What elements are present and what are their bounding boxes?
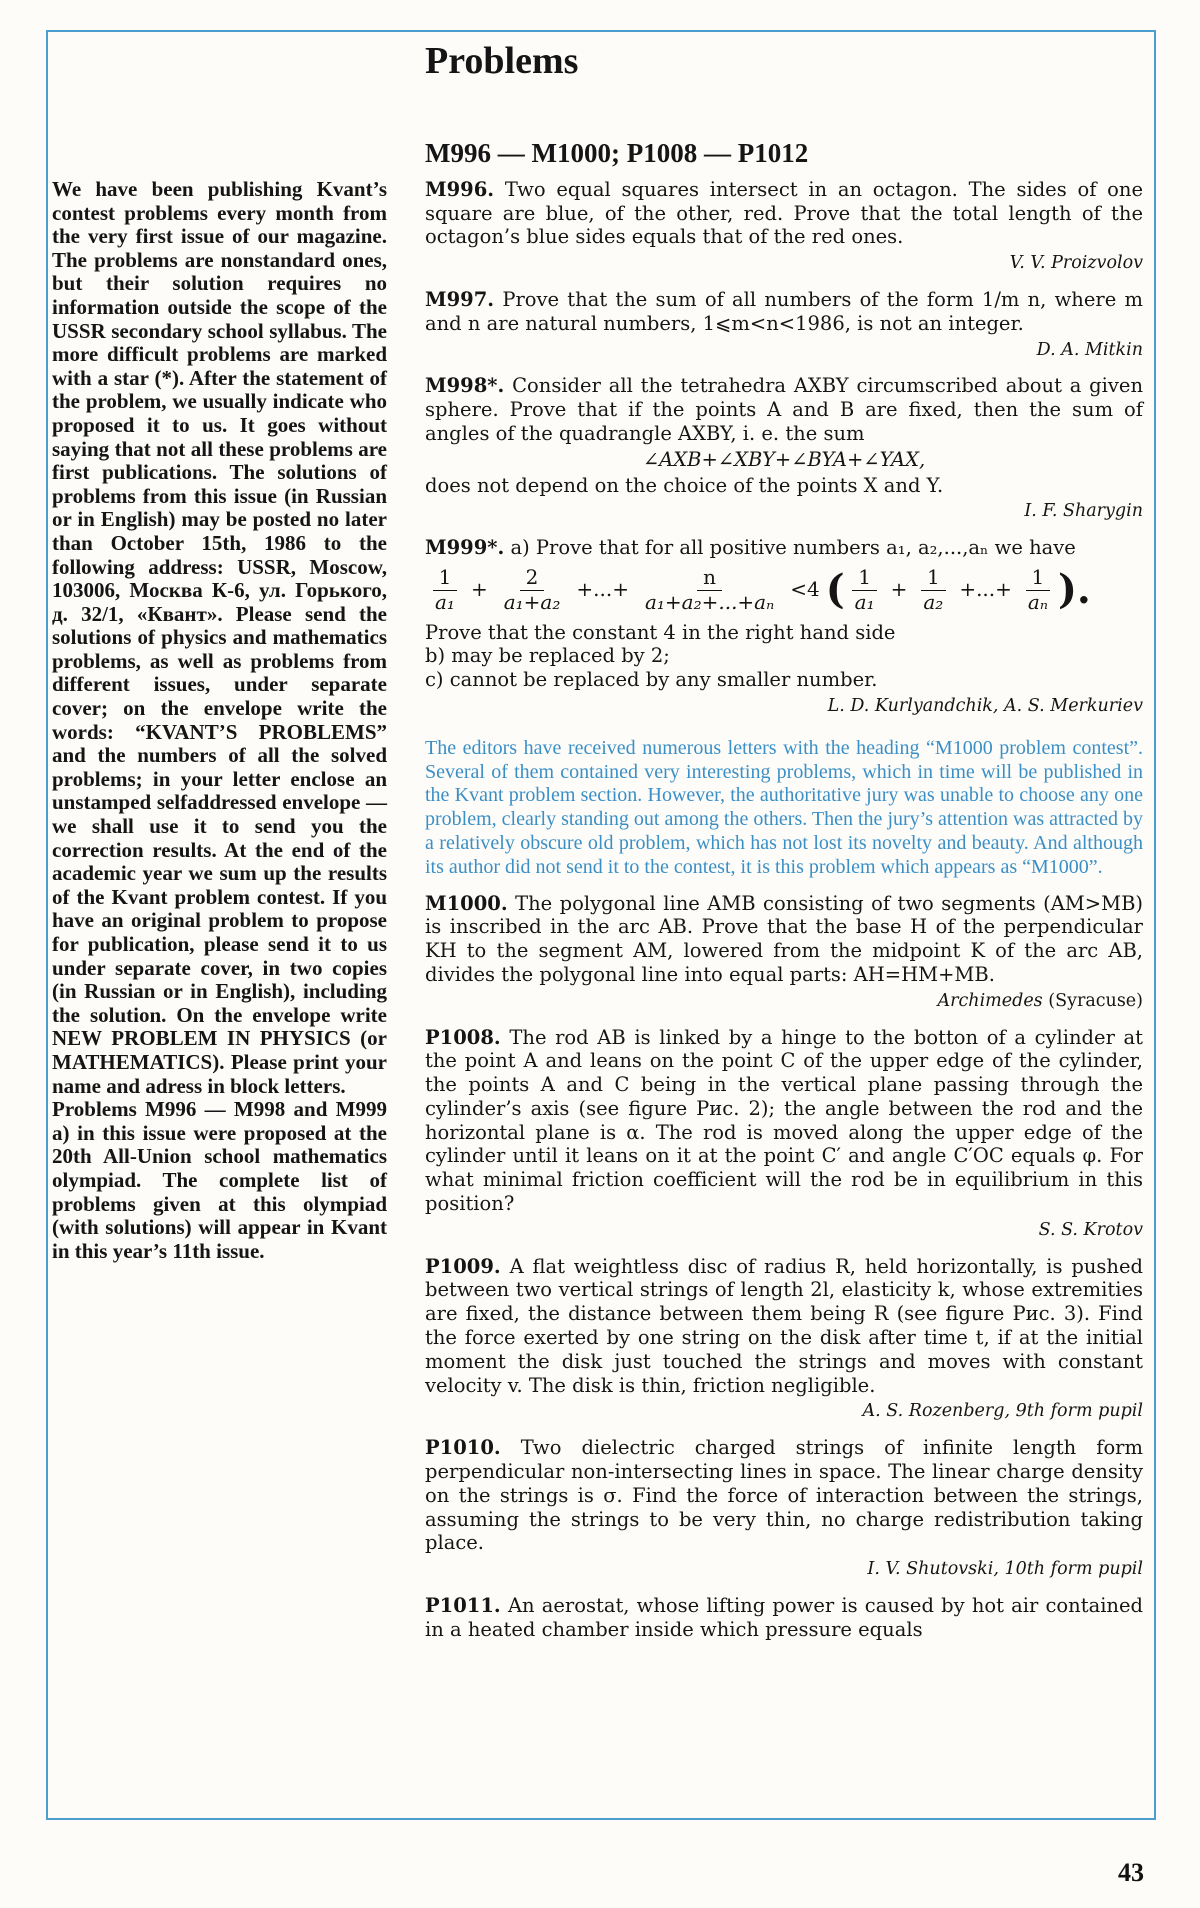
problem-m999 bbox=[425, 536, 1143, 719]
problem-id: P1010. bbox=[425, 1436, 501, 1460]
fraction: $\frac{n}{\text{a₁+a₂+...+aₙ}}$ bbox=[644, 564, 775, 614]
problem-m998 bbox=[425, 374, 1143, 524]
problem-m997 bbox=[425, 288, 1143, 362]
problem-id: M997. bbox=[425, 287, 495, 311]
problem-id: P1008. bbox=[425, 1025, 501, 1049]
fraction: $\frac{1}{\text{a₂}}$ bbox=[917, 566, 949, 615]
problem-m996 bbox=[425, 178, 1143, 276]
fraction: $\frac{1}{\text{a₁}}$ bbox=[849, 566, 881, 615]
fraction: $\frac{1}{\text{a₁}}$ bbox=[429, 566, 461, 615]
intro-text: We have been publishing Kvant’s contest problems every month from the very first issue of our magazine. The problems are nonstandard ones, but their solution requires no information outside the scope of the USSR secondary school syllabus. The more difficult problems are marked with a star (*). After the statement of the problem, we usually indicate who proposed it to us. It goes without saying that not all these problems are first publications. The solutions of problems from this issue (in Russian or in English) may be posted no later than October 15th, 1986 to the following address: USSR, Moscow, 103006, Москва К-6, ул. Горького, д. 32/1, «Квант». Please send the solutions of physics and mathematics problems, as well as problems from different issues, under separate cover; on the envelope write the words: “KVANT’S PROBLEMS” and the numbers of all the solved problems; in your letter enclose an unstamped selfaddressed envelope — we shall use it to send you the correction results. At the end of the academic year we sum up the results of the Kvant problem contest. If you have an original problem to propose for publication, please send it to us under separate cover, in two copies (in Russian or in English), including the solution. On the envelope write NEW PROBLEM IN PHYSICS (or MATHEMATICS). Please print your name and adress in block letters. bbox=[52, 177, 387, 1098]
problem-id: P1011. bbox=[425, 1594, 501, 1618]
problem-author: I. F. Sharygin bbox=[1024, 501, 1143, 522]
problem-p1011 bbox=[425, 1594, 1143, 1642]
problem-id: M998*. bbox=[425, 374, 505, 398]
editors-note: The editors have received numerous letters with the heading “M1000 problem contest”. Several of them contained very interesting problems, which in time will be published in the Kvant problem section. However, the authoritative jury was unable to choose any one problem, clearly standing out among the others. Then the jury’s attention was attracted by a relatively obscure old problem, which has not lost its novelty and beauty. And although its author did not send it to the contest, it is this problem which appears as “M1000”. bbox=[425, 736, 1143, 878]
problem-author: V. V. Proizvolov bbox=[1009, 253, 1143, 274]
problem-text-continued: Prove that the constant 4 in the right hand side bbox=[425, 620, 896, 644]
problem-id: P1009. bbox=[425, 1254, 501, 1278]
problem-p1008 bbox=[425, 1026, 1143, 1243]
fraction: $\frac{2}{\text{a₁+a₂}}$ bbox=[503, 564, 561, 614]
intro-closing: Problems M996 — M998 and M999 a) in this issue were proposed at the 20th All-Union school mathematics olympiad. The complete list of problems given at this olympiad (with solutions) will appear in Kvant in this year’s 11th issue. bbox=[52, 1097, 387, 1263]
problem-text: The rod AB is linked by a hinge to the botton of a cylinder at the point A and leans on the point C of the upper edge of the cylinder, the points A and C being in the vertical plane passing through the cylinder’s axis (see figure Рис. 2); the angle between the rod and the horizontal plane is α. The rod is moved along the upper edge of the cylinder until it leans on it at the point C′ and angle C′OC equals φ. For what minimal friction coefficient will the rod be in equilibrium in this position? bbox=[425, 1025, 1143, 1216]
problem-author: A. S. Rozenberg, 9th form pupil bbox=[862, 1401, 1143, 1422]
problem-id: M996. bbox=[425, 177, 495, 201]
problem-text: Two equal squares intersect in an octagon. The sides of one square are blue, of the other, red. Prove that the total length of the octagon’s blue sides equals that of the red ones. bbox=[425, 177, 1143, 249]
problem-text: Consider all the tetrahedra AXBY circumscribed about a given sphere. Prove that if the points A and B are fixed, then the sum of angles of the quadrangle AXBY, i. e. the sum bbox=[425, 374, 1144, 445]
problem-text: Two dielectric charged strings of infinite length form perpendicular non-intersecting lines in space. The linear charge density on the strings is σ. Find the force of interaction between the strings, assuming the strings to be very thin, no charge redistribution taking place. bbox=[425, 1436, 1143, 1555]
problem-part-b: b) may be replaced by 2; bbox=[425, 644, 670, 668]
problem-author: Archimedes (Syracuse) bbox=[937, 990, 1143, 1011]
problem-id: M999*. bbox=[425, 536, 505, 560]
problem-part-c: c) cannot be replaced by any smaller number. bbox=[425, 668, 878, 692]
fraction: $\frac{1}{\text{aₙ}}$ bbox=[1022, 566, 1054, 615]
problem-text: a) Prove that for all positive numbers a₁, a₂,...,aₙ we have bbox=[510, 536, 1076, 560]
problem-p1010 bbox=[425, 1436, 1143, 1582]
problem-author: L. D. Kurlyandchik, A. S. Merkuriev bbox=[827, 695, 1143, 716]
problem-text: The polygonal line AMB consisting of two segments (AM>MB) is inscribed in the arc AB. Prove that the base H of the perpendicular KH to the segment AM, lowered from the midpoint K of the arc AB, divides the polygonal line into equal parts: AH=HM+MB. bbox=[425, 891, 1144, 986]
problem-author: I. V. Shutovski, 10th form pupil bbox=[867, 1559, 1143, 1580]
problem-range-heading: M996 — M1000; P1008 — P1012 bbox=[425, 138, 809, 168]
problem-id: M1000. bbox=[425, 891, 508, 915]
problem-p1009 bbox=[425, 1255, 1143, 1425]
angle-sum-formula: ∠AXB+∠XBY+∠BYA+∠YAX, bbox=[642, 447, 926, 471]
intro-column bbox=[52, 178, 387, 1263]
problem-text: Prove that the sum of all numbers of the form 1/m n, where m and n are natural numbers, 1⩽m<n<1986, is not an integer. bbox=[425, 287, 1143, 335]
problem-author: S. S. Krotov bbox=[1038, 1219, 1143, 1240]
inequality-formula: $\frac{1}{\text{a₁}}$ + $\frac{2}{\text{a₁+a₂}}$ +...+ $\frac{n}{\text{a₁+a₂+...+aₙ}}$ <4 ( $\frac{1}{\text{a₁}}$ + $\frac{1}{\text{a₂}}$ +...+ $\frac{1}{\text{aₙ}}$ ). bbox=[425, 566, 1143, 615]
problem-author: D. A. Mitkin bbox=[1036, 339, 1143, 360]
problems-column bbox=[425, 40, 1143, 1654]
page-number: 43 bbox=[1118, 1858, 1144, 1887]
problem-text: An aerostat, whose lifting power is caused by hot air contained in a heated chamber inside which pressure equals bbox=[425, 1594, 1144, 1641]
problem-text-continued: does not depend on the choice of the points X and Y. bbox=[425, 473, 944, 497]
problem-text: A flat weightless disc of radius R, held horizontally, is pushed between two vertical strings of length 2l, elasticity k, whose extremities are fixed, the distance between them being R (see figure Рис. 3). Find the force exerted by one string on the disk after time t, if at the initial moment the disk just touched the strings and moves with constant velocity v. The disk is thin, friction negligible. bbox=[425, 1254, 1143, 1397]
problem-m1000 bbox=[425, 892, 1143, 1014]
page-title: Problems bbox=[425, 40, 579, 82]
